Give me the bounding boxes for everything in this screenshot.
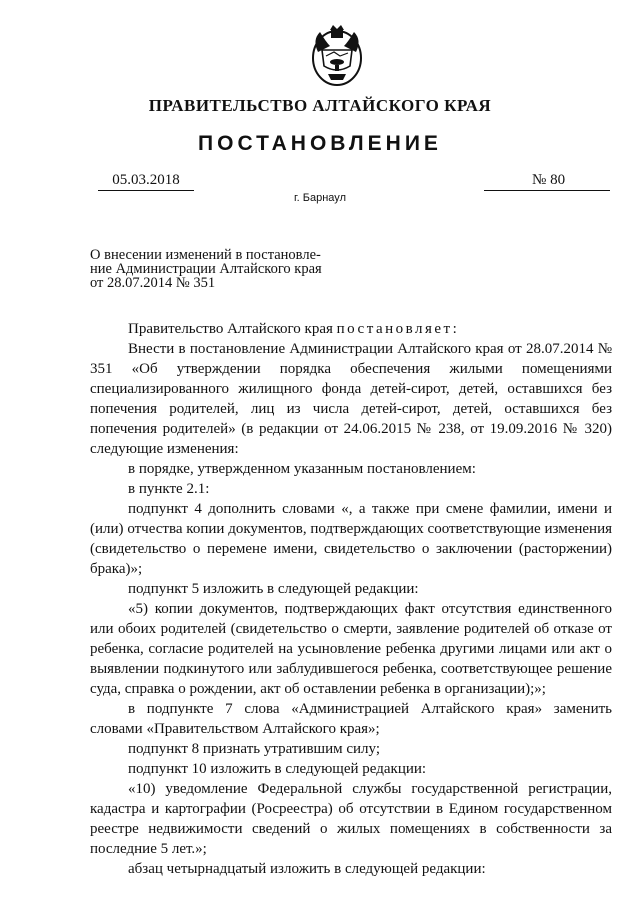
document-date: 05.03.2018 xyxy=(98,172,194,191)
body-paragraph: подпункт 5 изложить в следующей редакции: xyxy=(128,581,419,597)
number-sign: № xyxy=(532,172,547,188)
body-paragraph: в подпункте 7 слова «Администрацией Алтайского края» заменить словами «Правительством Алтайского края»; xyxy=(90,701,612,737)
document-number xyxy=(484,172,610,191)
body-paragraph: абзац четырнадцатый изложить в следующей редакции: xyxy=(128,861,486,877)
body-paragraph: «5) копии документов, подтверждающих факт отсутствия единственного или обоих родителей (свидетельство о смерти, заявление родителей об отказе от ребенка, согласие родителей на усыновление ребенка другими лицами или акт о выявлении подкинутого или заблудившегося ребенка, соответствующее решение суда, справка о рождении, акт об оставлении ребенка в организации);»; xyxy=(90,601,612,697)
body-paragraph: Внести в постановление Администрации Алтайского края от 28.07.2014 № 351 «Об утверждении порядка обеспечения жилыми помещениями специализированного жилищного фонда детей-сирот, детей, оставшихся без попечения родителей, лиц из числа детей-сирот, детей, оставшихся без попечения родителей» (в редакции от 24.06.2015 № 238, от 19.09.2016 № 320) следующие изменения: xyxy=(90,341,612,457)
subject-line: ние Администрации Алтайского края xyxy=(90,261,322,277)
document-type: ПОСТАНОВЛЕНИЕ xyxy=(198,132,442,155)
government-name: ПРАВИТЕЛЬСТВО АЛТАЙСКОГО КРАЯ xyxy=(148,96,492,115)
body-paragraph: в пункте 2.1: xyxy=(128,481,210,497)
body-paragraph: подпункт 10 изложить в следующей редакции: xyxy=(128,761,427,777)
body-intro: Правительство Алтайского края постановляет: xyxy=(128,321,457,337)
subject-line: О внесении изменений в постановле- xyxy=(90,247,321,263)
subject-line: от 28.07.2014 № 351 xyxy=(90,275,216,291)
altai-krai-coat-of-arms-icon xyxy=(304,22,370,88)
document-body xyxy=(90,319,612,879)
number-value: 80 xyxy=(550,172,566,188)
body-paragraph: «10) уведомление Федеральной службы государственной регистрации, кадастра и картографии (Росреестра) об отсутствии в Едином государственном реестре недвижимости сведений о жилых помещениях в собственности за последние 5 лет.»; xyxy=(90,781,612,857)
document-subject xyxy=(90,248,390,290)
body-paragraph: подпункт 8 признать утратившим силу; xyxy=(128,741,380,757)
decree-word: постановляет xyxy=(336,321,453,337)
document-city: г. Барнаул xyxy=(294,192,346,204)
body-paragraph: подпункт 4 дополнить словами «, а также при смене фамилии, имени и (или) отчества копии документов, подтверждающих соответствующие изменения (свидетельство о перемене имени, свидетельство о заключении (расторжении) брака)»; xyxy=(90,501,612,577)
body-paragraph: в порядке, утвержденном указанным постановлением: xyxy=(128,461,476,477)
